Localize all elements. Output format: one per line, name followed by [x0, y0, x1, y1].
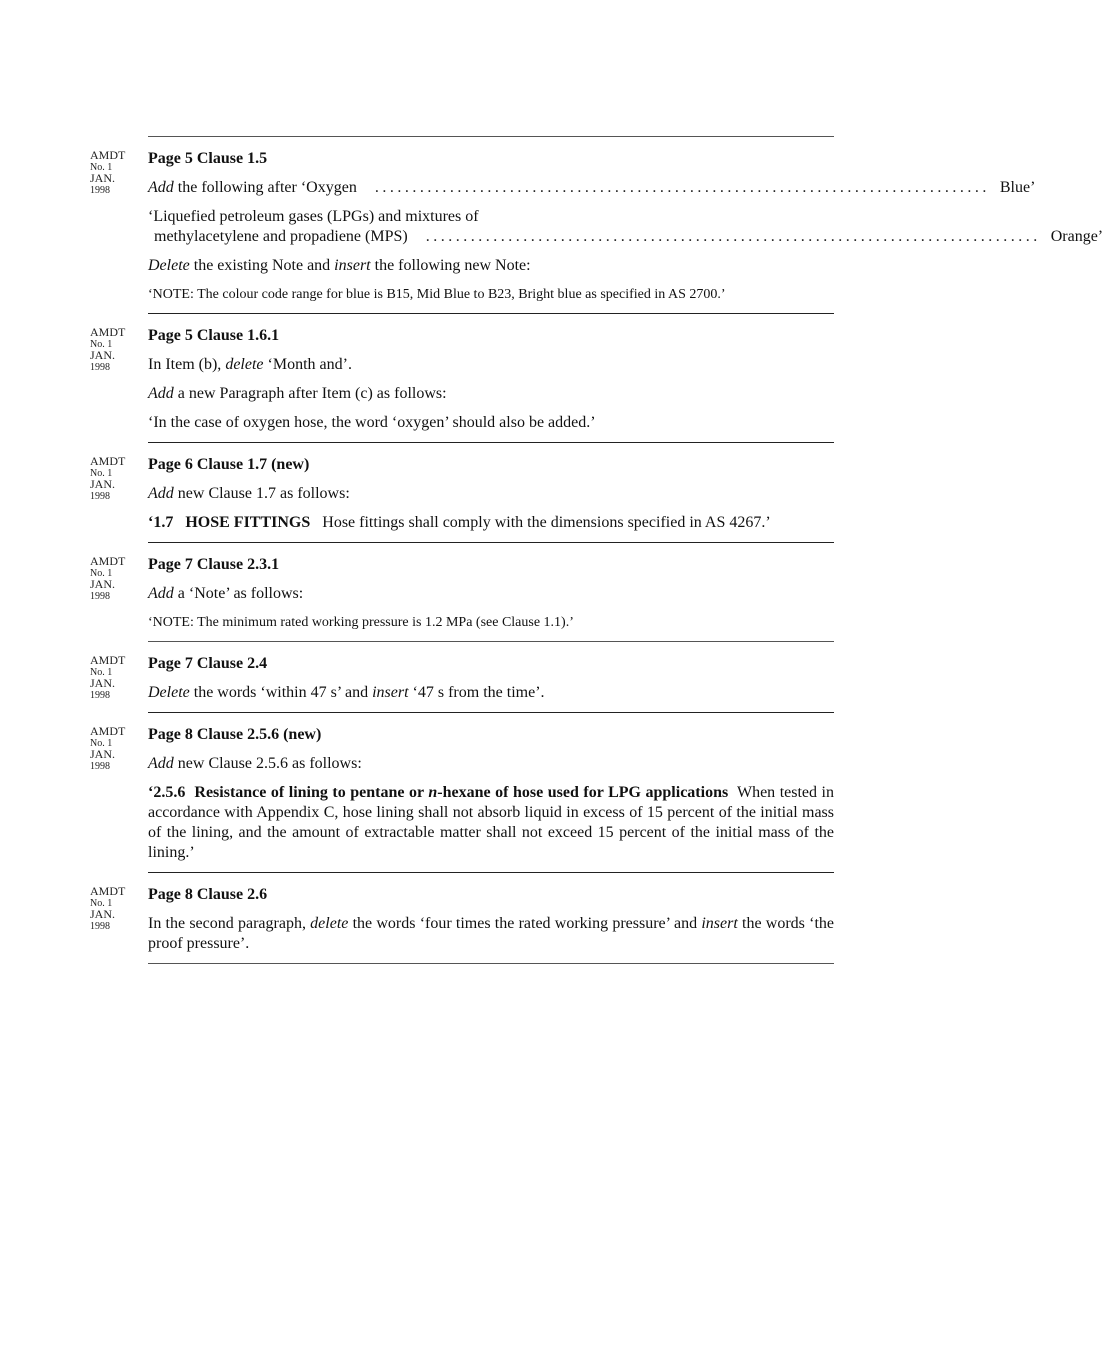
amendment-margin-note: AMDT No. 1 JAN. 1998 — [90, 884, 126, 932]
amendment-margin-note: AMDT No. 1 JAN. 1998 — [90, 554, 126, 602]
amendment-document — [90, 136, 1103, 964]
paragraph: In the second paragraph, delete the words ‘four times the rated working pressure’ and insert the words ‘the proof pressure’. — [148, 915, 835, 952]
amendment-margin-note: AMDT No. 1 JAN. 1998 — [90, 653, 126, 701]
dot-leader: .................................................................................. — [374, 179, 990, 196]
section-heading: Page 5 Clause 1.5 — [148, 150, 268, 167]
section-heading: Page 6 Clause 1.7 (new) — [148, 456, 310, 473]
amendment-margin-note: AMDT No. 1 JAN. 1998 — [90, 148, 126, 196]
section-heading: Page 7 Clause 2.3.1 — [148, 556, 280, 573]
paragraph: Add a new Paragraph after Item (c) as follows: — [148, 385, 447, 402]
divider — [148, 963, 834, 964]
amendment-section-1 — [90, 137, 1103, 313]
leader-line-oxygen: Add the following after ‘Oxygen .................................................................................. Blue’ — [148, 179, 1036, 196]
paragraph: ‘2.5.6 Resistance of lining to pentane or n-hexane of hose used for LPG applications When tested in accordance with Appendix C, hose lining shall not absorb liquid in excess of 15 percent of the initial mass of the lining, and the amount of extractable matter shall not exceed 15 percent of the initial mass of the lining.’ — [148, 784, 839, 861]
section-heading: Page 5 Clause 1.6.1 — [148, 327, 280, 344]
section-heading: Page 7 Clause 2.4 — [148, 655, 268, 672]
note-text: ‘NOTE: The minimum rated working pressure is 1.2 MPa (see Clause 1.1).’ — [148, 615, 574, 630]
paragraph: Delete the existing Note and insert the following new Note: — [148, 257, 531, 274]
paragraph: Add new Clause 2.5.6 as follows: — [148, 755, 362, 772]
dot-leader: .................................................................................. — [425, 228, 1041, 245]
paragraph: ‘In the case of oxygen hose, the word ‘oxygen’ should also be added.’ — [148, 414, 596, 431]
leader-line-lpg: methylacetylene and propadiene (MPS) .................................................................................. Orange’ — [154, 228, 1103, 245]
section-heading: Page 8 Clause 2.5.6 (new) — [148, 726, 322, 743]
paragraph: In Item (b), delete ‘Month and’. — [148, 356, 352, 373]
note-text: ‘NOTE: The colour code range for blue is B15, Mid Blue to B23, Bright blue as specified in AS 2700.’ — [148, 287, 726, 302]
amendment-section-5 — [90, 642, 834, 712]
amendment-section-7 — [90, 873, 834, 963]
amendment-margin-note: AMDT No. 1 JAN. 1998 — [90, 325, 126, 373]
amendment-section-4 — [90, 543, 834, 641]
paragraph: Delete the words ‘within 47 s’ and insert ‘47 s from the time’. — [148, 684, 545, 701]
amendment-margin-note: AMDT No. 1 JAN. 1998 — [90, 454, 126, 502]
amendment-margin-note: AMDT No. 1 JAN. 1998 — [90, 724, 126, 772]
paragraph: Add a ‘Note’ as follows: — [148, 585, 304, 602]
paragraph: Add new Clause 1.7 as follows: — [148, 485, 350, 502]
amendment-section-2 — [90, 314, 834, 442]
paragraph: ‘1.7 HOSE FITTINGS Hose fittings shall comply with the dimensions specified in AS 4267.’ — [148, 514, 771, 531]
section-heading: Page 8 Clause 2.6 — [148, 886, 268, 903]
paragraph: ‘Liquefied petroleum gases (LPGs) and mixtures of — [148, 208, 479, 225]
amendment-section-3 — [90, 443, 834, 542]
amendment-section-6 — [90, 713, 839, 872]
